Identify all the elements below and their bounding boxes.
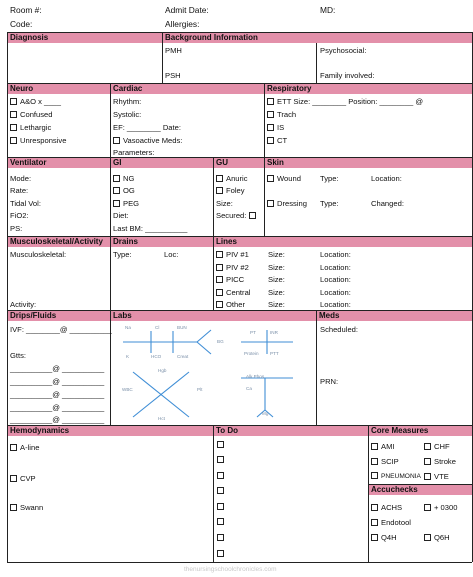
vte-row[interactable]: VTE — [424, 472, 449, 481]
cvp-row[interactable]: CVP — [10, 474, 36, 483]
labs-header: Labs — [111, 311, 316, 321]
gtts-row: __________@ __________ — [10, 415, 105, 424]
rule — [7, 32, 8, 562]
ett-row[interactable]: ETT Size: ________ Position: ________ @ — [267, 97, 423, 106]
lab-label: BUN — [177, 325, 187, 330]
musculoskeletal-header: Musculoskeletal/Activity — [8, 237, 110, 247]
cardiac-header: Cardiac — [111, 84, 264, 94]
lab-label: Ca — [246, 386, 252, 391]
psychosocial-label: Psychosocial: — [320, 46, 367, 55]
parameters-label: Parameters: — [113, 148, 155, 157]
code-label: Code: — [10, 19, 33, 29]
wound-type-label: Type: — [320, 174, 339, 183]
checkbox[interactable] — [216, 264, 223, 271]
accuchecks-header: Accuchecks — [369, 485, 472, 495]
md-label: MD: — [320, 5, 336, 15]
checkbox[interactable] — [216, 251, 223, 258]
achs-row[interactable]: ACHS — [371, 503, 402, 512]
checkbox[interactable] — [216, 289, 223, 296]
rule — [110, 83, 111, 157]
lab-label: Protein — [244, 351, 259, 356]
peg-row[interactable]: PEG — [113, 199, 139, 208]
wound-row[interactable]: Wound — [267, 174, 301, 183]
checkbox[interactable] — [10, 475, 17, 482]
ct-row[interactable]: CT — [267, 136, 287, 145]
tidal-vol-label: Tidal Vol: — [10, 199, 41, 208]
admit-date-label: Admit Date: — [165, 5, 209, 15]
neuro-confused-row[interactable]: Confused — [10, 110, 53, 119]
q0300-row[interactable]: + 0300 — [424, 503, 457, 512]
todo-item[interactable] — [217, 471, 227, 480]
gi-header: GI — [111, 158, 213, 168]
scip-row[interactable]: SCIP — [371, 457, 399, 466]
line-location-label: Location: — [320, 250, 351, 259]
todo-item[interactable] — [217, 486, 227, 495]
lab-label: PT — [250, 330, 256, 335]
secured-row[interactable]: Secured: — [216, 211, 259, 220]
drips-header: Drips/Fluids — [8, 311, 110, 321]
anuric-row[interactable]: Anuric — [216, 174, 248, 183]
meds-header: Meds — [317, 311, 472, 321]
mode-label: Mode: — [10, 174, 32, 183]
line-size-label: Size: — [268, 288, 285, 297]
lab-label: Hgb — [158, 368, 167, 373]
gtts-row: __________@ __________ — [10, 364, 105, 373]
lab-label: K — [126, 354, 130, 359]
neuro-lethargic-row[interactable]: Lethargic — [10, 123, 51, 132]
checkbox[interactable] — [371, 472, 378, 479]
ami-row[interactable]: AMI — [371, 442, 395, 451]
gtts-row: __________@ __________ — [10, 390, 105, 399]
checkbox[interactable] — [217, 534, 224, 541]
aline-row[interactable]: A-line — [10, 443, 39, 452]
diet-label: Diet: — [113, 211, 129, 220]
rule — [213, 236, 214, 310]
checkbox[interactable] — [424, 458, 431, 465]
checkbox[interactable] — [267, 111, 274, 118]
lab-label: Na — [125, 325, 131, 330]
musculoskeletal-label: Musculoskeletal: — [10, 250, 67, 259]
family-involved-label: Family involved: — [320, 71, 375, 80]
checkbox[interactable] — [217, 456, 224, 463]
diagnosis-header: Diagnosis — [8, 33, 162, 43]
pneumonia-row[interactable]: PNEUMONIA — [371, 472, 421, 481]
trach-row[interactable]: Trach — [267, 110, 296, 119]
rule — [110, 157, 111, 236]
ef-label: EF: ________ Date: — [113, 123, 181, 132]
allergies-label: Allergies: — [165, 19, 200, 29]
rule — [316, 310, 317, 425]
checkbox[interactable] — [10, 444, 17, 451]
drain-loc-label: Loc: — [164, 250, 179, 259]
last-bm-label: Last BM: __________ — [113, 224, 188, 233]
lab-label: Plt — [197, 387, 203, 392]
labs-skeletons — [111, 322, 316, 425]
todo-header: To Do — [214, 426, 368, 436]
checkbox[interactable] — [424, 504, 431, 511]
piv2-row[interactable]: PIV #2 — [216, 263, 249, 272]
q4h-row[interactable]: Q4H — [371, 533, 397, 542]
checkbox[interactable] — [424, 534, 431, 541]
lab-label: INR — [270, 330, 278, 335]
checkbox[interactable] — [217, 518, 224, 525]
checkbox[interactable] — [10, 111, 17, 118]
core-measures-header: Core Measures — [369, 426, 472, 436]
chf-row[interactable]: CHF — [424, 442, 450, 451]
lab-label: PTT — [270, 351, 279, 356]
rule — [7, 562, 472, 563]
checkbox[interactable] — [267, 175, 274, 182]
lab-label: WBC — [122, 387, 133, 392]
gtts-label: Gtts: — [10, 351, 27, 360]
checkbox[interactable] — [10, 124, 17, 131]
checkbox[interactable] — [267, 200, 274, 207]
neuro-ao-row[interactable]: A&O x ____ — [10, 97, 61, 106]
ps-label: PS: — [10, 224, 23, 233]
dressing-type-label: Type: — [320, 199, 339, 208]
checkbox[interactable] — [371, 458, 378, 465]
skin-header: Skin — [265, 158, 472, 168]
line-location-label: Location: — [320, 263, 351, 272]
ventilator-header: Ventilator — [8, 158, 110, 168]
respiratory-header: Respiratory — [265, 84, 472, 94]
vasoactive-row[interactable]: Vasoactive Meds: — [113, 136, 182, 145]
checkbox[interactable] — [113, 187, 120, 194]
checkbox[interactable] — [217, 441, 224, 448]
rule — [264, 83, 265, 157]
ivf-label: IVF: ________@ __________ — [10, 325, 112, 334]
checkbox[interactable] — [267, 137, 274, 144]
gu-header: GU — [214, 158, 264, 168]
checkbox[interactable] — [216, 301, 223, 308]
systolic-label: Systolic: — [113, 110, 142, 119]
central-row[interactable]: Central — [216, 288, 250, 297]
checkbox[interactable] — [113, 175, 120, 182]
is-row[interactable]: IS — [267, 123, 284, 132]
line-size-label: Size: — [268, 300, 285, 309]
lines-header: Lines — [214, 237, 472, 247]
gu-size-label: Size: — [216, 199, 233, 208]
checkbox[interactable] — [371, 519, 378, 526]
gtts-row: __________@ __________ — [10, 377, 105, 386]
prn-label: PRN: — [320, 377, 339, 386]
foley-row[interactable]: Foley — [216, 186, 245, 195]
lab-label: Cl — [155, 325, 160, 330]
pmh-label: PMH — [165, 46, 182, 55]
endotool-row[interactable]: Endotool — [371, 518, 411, 527]
line-size-label: Size: — [268, 263, 285, 272]
q6h-row[interactable]: Q6H — [424, 533, 450, 542]
psh-label: PSH — [165, 71, 181, 80]
swann-row[interactable]: Swann — [10, 503, 43, 512]
og-row[interactable]: OG — [113, 186, 135, 195]
todo-item[interactable] — [217, 533, 227, 542]
room-label: Room #: — [10, 5, 42, 15]
lab-label: BG — [217, 339, 224, 344]
todo-item[interactable] — [217, 549, 227, 558]
neuro-unresponsive-row[interactable]: Unresponsive — [10, 136, 66, 145]
lab-label: Hct — [158, 416, 165, 421]
todo-item[interactable] — [217, 517, 227, 526]
todo-item[interactable] — [217, 440, 227, 449]
line-location-label: Location: — [320, 275, 351, 284]
other-row[interactable]: Other — [216, 300, 245, 309]
checkbox[interactable] — [267, 98, 274, 105]
lab-label: HCO — [151, 354, 162, 359]
checkbox[interactable] — [10, 137, 17, 144]
checkbox[interactable] — [371, 504, 378, 511]
checkbox[interactable] — [217, 550, 224, 557]
todo-item[interactable] — [217, 502, 227, 511]
stroke-row[interactable]: Stroke — [424, 457, 456, 466]
checkbox[interactable] — [10, 504, 17, 511]
dressing-row[interactable]: Dressing — [267, 199, 307, 208]
checkbox[interactable] — [217, 487, 224, 494]
checkbox[interactable] — [113, 200, 120, 207]
checkbox[interactable] — [10, 98, 17, 105]
checkbox[interactable] — [216, 187, 223, 194]
ng-row[interactable]: NG — [113, 174, 134, 183]
fio2-label: FiO2: — [10, 211, 29, 220]
lab-label: Creat — [177, 354, 189, 359]
scheduled-label: Scheduled: — [320, 325, 358, 334]
line-size-label: Size: — [268, 275, 285, 284]
checkbox[interactable] — [217, 503, 224, 510]
wound-location-label: Location: — [371, 174, 402, 183]
background-header: Background Information — [163, 33, 472, 43]
dressing-changed-label: Changed: — [371, 199, 404, 208]
drains-header: Drains — [111, 237, 213, 247]
rule — [110, 236, 111, 310]
activity-label: Activity: — [10, 300, 37, 309]
rule — [213, 425, 214, 562]
line-location-label: Location: — [320, 300, 351, 309]
gtts-row: __________@ __________ — [10, 403, 105, 412]
todo-item[interactable] — [217, 455, 227, 464]
rule — [213, 157, 214, 236]
checkbox[interactable] — [371, 443, 378, 450]
lab-label: Alk Phos — [246, 374, 265, 379]
checkbox[interactable] — [249, 212, 256, 219]
watermark: thenursingschoolchronicles.com — [184, 566, 277, 573]
line-location-label: Location: — [320, 288, 351, 297]
checkbox[interactable] — [113, 137, 120, 144]
drain-type-label: Type: — [113, 250, 132, 259]
checkbox[interactable] — [267, 124, 274, 131]
hemodynamics-header: Hemodynamics — [8, 426, 213, 436]
line-size-label: Size: — [268, 250, 285, 259]
rule — [264, 157, 265, 236]
lab-label: Mg — [262, 411, 269, 416]
rate-label: Rate: — [10, 186, 29, 195]
checkbox[interactable] — [217, 472, 224, 479]
checkbox[interactable] — [371, 534, 378, 541]
checkbox[interactable] — [216, 276, 223, 283]
neuro-header: Neuro — [8, 84, 110, 94]
picc-row[interactable]: PICC — [216, 275, 244, 284]
rhythm-label: Rhythm: — [113, 97, 142, 106]
checkbox[interactable] — [216, 175, 223, 182]
checkbox[interactable] — [424, 443, 431, 450]
piv1-row[interactable]: PIV #1 — [216, 250, 249, 259]
checkbox[interactable] — [424, 473, 431, 480]
